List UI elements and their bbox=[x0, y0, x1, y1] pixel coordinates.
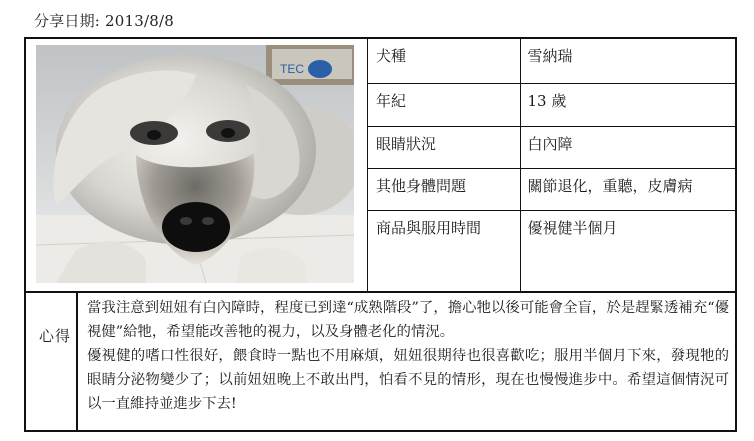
dog-photo-illustration bbox=[36, 45, 354, 283]
comment-row bbox=[26, 291, 735, 430]
info-value-cell bbox=[520, 126, 737, 168]
info-value: 13 歲 bbox=[527, 91, 567, 110]
info-label-cell bbox=[368, 210, 520, 291]
info-row bbox=[368, 83, 737, 126]
info-label-cell bbox=[368, 83, 520, 126]
info-label-cell bbox=[368, 126, 520, 168]
info-value: 優視健半個月 bbox=[527, 218, 618, 237]
comment-paragraph: 優視健的嗜口性很好，餵食時一點也不用麻煩，妞妞很期待也很喜歡吃；服用半個月下來，發現牠的眼睛分泌物變少了；以前妞妞晚上不敢出門，怕看不見的情形，現在也慢慢進步中。希望這個情況可以一直維持並進步下去! bbox=[87, 348, 729, 412]
dog-photo bbox=[36, 45, 354, 283]
dog-info-table bbox=[368, 39, 737, 291]
share-date: 分享日期: 2013/8/8 bbox=[34, 12, 174, 30]
info-label-cell bbox=[368, 168, 520, 210]
comment-label-cell bbox=[26, 293, 78, 430]
info-label: 商品與服用時間 bbox=[376, 218, 482, 237]
info-value-cell bbox=[520, 39, 737, 83]
comment-body bbox=[87, 296, 729, 416]
info-label: 年紀 bbox=[376, 91, 407, 110]
photo-cell bbox=[26, 39, 368, 291]
comment-label: 心得 bbox=[39, 327, 72, 345]
info-label: 犬種 bbox=[376, 47, 407, 65]
info-value-cell bbox=[520, 83, 737, 126]
testimonial-card bbox=[24, 37, 737, 432]
background-tec-text: TEC bbox=[280, 62, 304, 76]
info-label: 其他身體問題 bbox=[376, 176, 467, 195]
info-value: 雪納瑞 bbox=[527, 47, 573, 65]
info-label-cell bbox=[368, 39, 520, 83]
comment-paragraph: 當我注意到妞妞有白內障時，程度已到達“成熟階段”了，擔心牠以後可能會全盲，於是趕緊透補充“優視健”給牠，希望能改善牠的視力，以及身體老化的情況。 bbox=[87, 300, 729, 340]
info-row bbox=[368, 210, 737, 291]
info-row bbox=[368, 168, 737, 210]
info-value: 白內障 bbox=[527, 134, 573, 153]
info-row bbox=[368, 39, 737, 83]
info-value-cell bbox=[520, 210, 737, 291]
info-row bbox=[368, 126, 737, 168]
info-value-cell bbox=[520, 168, 737, 210]
info-value: 關節退化，重聽，皮膚病 bbox=[527, 176, 693, 195]
info-label: 眼睛狀況 bbox=[376, 134, 437, 153]
